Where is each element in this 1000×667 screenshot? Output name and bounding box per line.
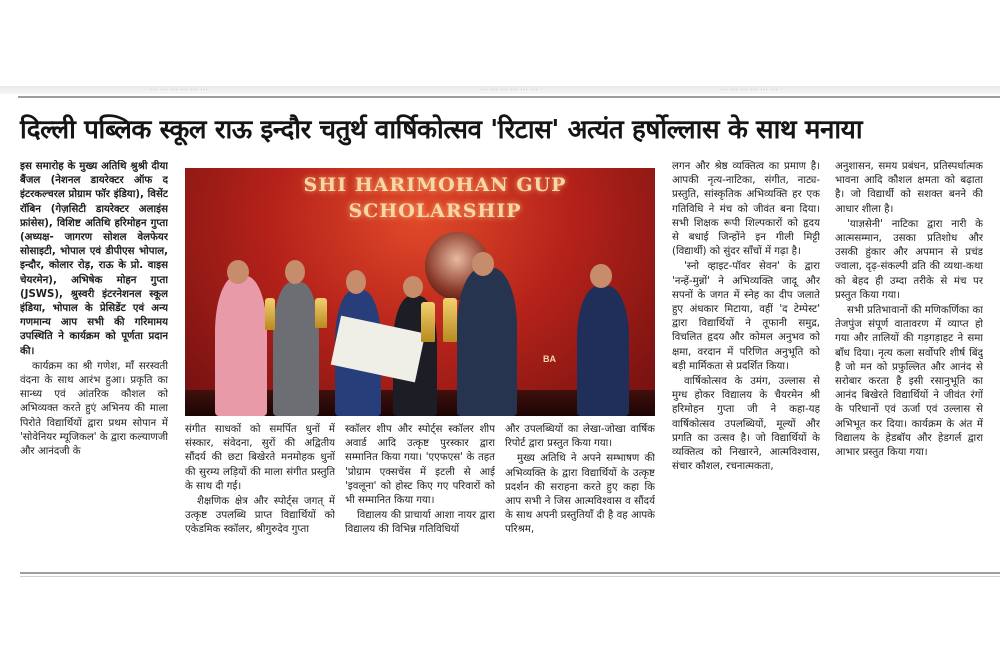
photo-corner-text: BA: [543, 354, 556, 364]
paragraph: संगीत साधकों को समर्पित धुनों में संस्कार, संवेदना, सुरों की अद्वितीय सौंदर्य की छटा बिखेरते मनमोहक धुनों की सुरम्य लड़ियों की माला संगीत प्रस्तुति के साथ दी गई।: [185, 424, 335, 492]
article-headline: दिल्ली पब्लिक स्कूल राऊ इन्दौर चतुर्थ वार्षिकोत्सव 'रिटास' अत्यंत हर्षोल्लास के साथ मनाया: [20, 115, 863, 145]
person-head: [472, 252, 494, 276]
person-figure: [577, 286, 629, 416]
person-figure: [273, 282, 319, 416]
column-1: [20, 160, 168, 560]
paragraph: अनुशासन, समय प्रबंधन, प्रतिस्पर्धात्मक भावना आदि कौशल क्षमता को बढ़ाता है। जो विद्यार्थी को सशक्त बनने की आधार शीला है।: [835, 161, 983, 215]
person-head: [346, 270, 366, 294]
paragraph: 'याज्ञसेनी' नाटिका द्वारा नारी के आत्मसम्मान, उसका प्रतिशोध और उसकी हुंकार और अपमान से प्रचंड ज्वाला, दृढ़-संकल्पी व्रति की व्यथा-कथा को बेहद ही उम्दा तरीके से मंच पर प्रस्तुत किया गया।: [835, 218, 983, 301]
paragraph: वार्षिकोत्सव के उमंग, उल्लास से मुग्ध होकर विद्यालय के चैयरमेन श्री हरिमोहन गुप्ता जी ने कहा-यह वार्षिकोत्सव उपलब्धियों, मूल्यों और प्रगति का उत्सव है। जो विद्यार्थियों के व्यक्तित्व को निखारने, आत्मविश्वास, संचार कौशल, रचनात्मकता,: [672, 376, 820, 473]
person-head: [590, 264, 612, 288]
photo-banner-text: SCHOLARSHIP: [348, 200, 522, 222]
person-head: [227, 260, 249, 284]
paragraph: 'स्नो व्हाइट-पॉवर सेवन' के द्वारा 'नन्हें-मुन्नों' ने अभिव्यक्ति जादू और सपनों के जगत में स्नेह का दीप जलाते हुए अंधकार मिटाया, वहीं 'द टेम्पेस्ट' द्वारा विद्यार्थियों ने तूफानी समुद्र, विचलित हृदय और कोमल अनुभव को क्षमा, वरदान में परिणित अनुभूति को बड़ी मार्मिकता से प्रदर्शित किया।: [672, 261, 820, 372]
column-5: [672, 160, 820, 560]
paragraph: इस समारोह के मुख्य अतिथि श्रुश्री दीया बैंजल (नेशनल डायरेक्टर ऑफ द इंटरकल्चरल प्रोग्राम फॉर इंडिया), विसेंट रॉबिन (गेज़सिटी डायरेक्टर अलाइंस फ्रांसेस), विशिष्ट अतिथि हरिमोहन गुप्ता (अध्यक्ष- जागरण सोशल वेलफेयर सोसाइटी, भोपाल एवं डीपीएस भोपाल, इन्दौर, कोलार रोड़, राऊ के प्रो. वाइस चेयरमेन), अभिषेक मोहन गुप्ता (JSWS), श्रुस्वरी इंटरनेशनल स्कूल इंडिया, भोपाल के प्रेसिडेंट एवं अन्य गणमान्य आप सभी की गरिमामय उपस्थिति ने कार्यक्रम को पूर्णता प्रदान की।: [20, 161, 168, 357]
paragraph: लगन और श्रेष्ठ व्यक्तित्व का प्रमाण है। आपकी नृत्य-नाटिका, संगीत, नाट्य-प्रस्तुति, सांस्कृतिक अभिव्यक्ति हर एक गतिविधि ने मंच को जीवंत बना दिया। सभी शिक्षक रूपी शिल्पकारों को हृदय से बधाई जिन्होंने इन गीली मिट्टी (विद्यार्थी) को सुंदर साँचों में गढ़ा है।: [672, 161, 820, 258]
person-figure: [457, 268, 517, 416]
paragraph: शैक्षणिक क्षेत्र और स्पोर्ट्स जगत् में उत्कृष्ट उपलब्धि प्राप्त विद्यार्थियों को एकेडमिक स्कॉलर, श्रीगुरुदेव गुप्ता: [185, 496, 335, 536]
masthead-strip-text: ... ... ... ... ... ...: [480, 84, 539, 92]
photo-banner-text: SHI HARIMOHAN GUP: [303, 174, 567, 196]
paragraph: मुख्य अतिथि ने अपने सम्भाषण की अभिव्यक्ति के द्वारा विद्यार्थियों के उत्कृष्ट प्रदर्शन की सराहना करते हुए कहा कि आप सभी ने जिस आत्मविश्वास व सौंदर्य के साथ अपनी प्रस्तुतियाँ दी है वह आपके परिश्रम,: [505, 453, 655, 536]
person-head: [403, 276, 423, 298]
paragraph: कार्यक्रम का श्री गणेश, माँ सरस्वती वंदना के साथ आरंभ हुआ। प्रकृति का सान्ध्य एवं आंतरिक कौशल को अभिव्यक्त करते हुएं अभिनय की माला पिरोते विद्यार्थियों द्वारा प्रथम सोपान में 'सोवेनियर म्यूजिकल' के द्वारा कल्याणजी और आनंदजी के: [20, 360, 168, 458]
person-head: [285, 260, 305, 284]
paragraph: स्कॉलर शीप और स्पोर्ट्स स्कॉलर शीप अवार्ड आदि उत्कृष्ट पुरस्कार द्वारा सम्मानित किया गया। 'एएफएस' के तहत 'प्रोग्राम एक्सचेंस में इटली से आई 'इवलूना' को होस्ट किए गए परिवारों को भी सम्मानित किया गया।: [345, 424, 495, 507]
masthead-strip-text: ... ... ... ... ... ...: [150, 84, 209, 92]
top-rule: [18, 96, 1000, 98]
column-3: [345, 423, 495, 563]
paragraph: विद्यालय की प्राचार्या आशा नायर द्वारा विद्यालय की विभिन्न गतिविधियों: [345, 510, 495, 536]
column-2: [185, 423, 335, 563]
trophy: [421, 302, 435, 342]
bottom-rule-thin: [20, 576, 1000, 577]
column-6: [835, 160, 983, 560]
person-figure: [215, 276, 267, 416]
bottom-rule: [20, 572, 1000, 574]
trophy: [265, 298, 275, 330]
paragraph: सभी प्रतिभावानों की मणिकर्णिका का तेजपुंज संपूर्ण वातावरण में व्याप्त हो गया और तालियों की गड़गड़ाहट ने समा बाँध दिया। नृत्य कला सर्वोपरि शीर्ष बिंदु है जो मन को प्रफुल्लित और आनंद से सरोबार करता है इसी रसानुभूति का आनंद बिखेरते विद्यार्थियों ने जीवंत रंगों के परिधानों एवं ऊर्जा एवं उल्लास से अभिभूत कर दिया। कार्यक्रम के अंत में विद्यालय के हेडबॉय और हेडगर्ल द्वारा आभार प्रस्तुत किया गया।: [835, 305, 983, 459]
masthead-strip-text: ... ... ... ... ... ...: [720, 84, 779, 92]
column-4: [505, 423, 655, 563]
event-photo: [185, 168, 655, 416]
trophy: [315, 298, 327, 328]
paragraph: और उपलब्धियों का लेखा-जोखा वार्षिक रिपोर्ट द्वारा प्रस्तुत किया गया।: [505, 424, 655, 450]
trophy: [443, 298, 457, 342]
